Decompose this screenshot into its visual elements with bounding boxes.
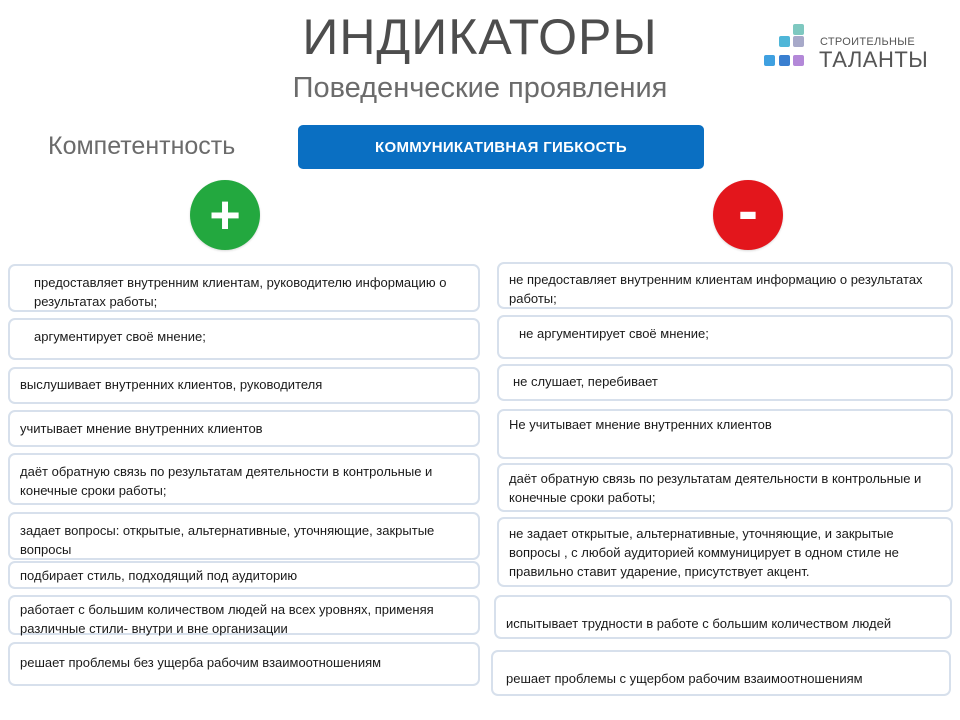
positive-indicator-text: даёт обратную связь по результатам деятельности в контрольные и конечные сроки работы; bbox=[20, 464, 433, 498]
page-title: ИНДИКАТОРЫ bbox=[302, 9, 658, 65]
minus-icon: - bbox=[713, 180, 783, 250]
positive-indicator-text: выслушивает внутренних клиентов, руководителя bbox=[20, 377, 323, 392]
logo-square bbox=[793, 24, 804, 35]
brand-logo bbox=[762, 24, 942, 74]
positive-indicator bbox=[8, 595, 480, 635]
positive-indicator-text: решает проблемы без ущерба рабочим взаимоотношениям bbox=[20, 655, 382, 670]
logo-text-bottom: ТАЛАНТЫ bbox=[819, 47, 929, 72]
logo-square bbox=[793, 55, 804, 66]
negative-indicator bbox=[497, 463, 953, 512]
logo-square bbox=[793, 36, 804, 47]
negative-indicator-text: не аргументирует своё мнение; bbox=[519, 326, 709, 341]
positive-indicator-text: работает с большим количеством людей на всех уровнях, применяя различные стили- внутри и вне организации bbox=[20, 602, 434, 636]
negative-indicator-text: Не учитывает мнение внутренних клиентов bbox=[509, 417, 772, 432]
logo-square bbox=[779, 36, 790, 47]
logo-square bbox=[779, 55, 790, 66]
negative-indicator bbox=[494, 595, 952, 639]
page-subtitle: Поведенческие проявления bbox=[292, 72, 668, 104]
logo-square bbox=[764, 55, 775, 66]
logo-text-top: СТРОИТЕЛЬНЫЕ bbox=[820, 36, 915, 48]
negative-indicator bbox=[497, 364, 953, 401]
negative-indicator-text: не задает открытые, альтернативные, уточняющие, и закрытые вопросы , с любой аудиторией коммуницирует в одном стиле не правильно ставит ударение, присутствует акцент. bbox=[509, 526, 899, 579]
negative-indicator-text: не слушает, перебивает bbox=[513, 374, 658, 389]
competency-banner: КОММУНИКАТИВНАЯ ГИБКОСТЬ bbox=[298, 125, 704, 169]
negative-indicator bbox=[497, 409, 953, 459]
positive-indicator-text: учитывает мнение внутренних клиентов bbox=[20, 421, 263, 436]
negative-indicator-text: испытывает трудности в работе с большим количеством людей bbox=[506, 616, 892, 631]
positive-indicator bbox=[8, 642, 480, 686]
positive-indicator bbox=[8, 453, 480, 505]
negative-indicator bbox=[497, 517, 953, 587]
positive-indicator bbox=[8, 318, 480, 360]
positive-indicator bbox=[8, 264, 480, 312]
positive-indicator-text: предоставляет внутренним клиентам, руководителю информацию о результатах работы; bbox=[34, 275, 447, 309]
negative-indicator-text: не предоставляет внутренним клиентам информацию о результатах работы; bbox=[509, 272, 923, 306]
positive-indicator bbox=[8, 561, 480, 589]
positive-indicator-text: подбирает стиль, подходящий под аудиторию bbox=[20, 568, 298, 583]
negative-indicator-text: решает проблемы с ущербом рабочим взаимоотношениям bbox=[506, 671, 863, 686]
positive-indicator bbox=[8, 512, 480, 560]
negative-indicator bbox=[497, 315, 953, 359]
negative-indicator bbox=[491, 650, 951, 696]
competency-label: Компетентность bbox=[48, 132, 236, 160]
positive-indicator-text: задает вопросы: открытые, альтернативные, уточняющие, закрытые вопросы bbox=[20, 523, 435, 557]
negative-indicator-text: даёт обратную связь по результатам деятельности в контрольные и конечные сроки работы; bbox=[509, 471, 922, 505]
positive-indicator bbox=[8, 410, 480, 447]
negative-indicator bbox=[497, 262, 953, 309]
positive-indicator-text: аргументирует своё мнение; bbox=[34, 329, 206, 344]
positive-indicator bbox=[8, 367, 480, 404]
plus-icon: + bbox=[190, 180, 260, 250]
